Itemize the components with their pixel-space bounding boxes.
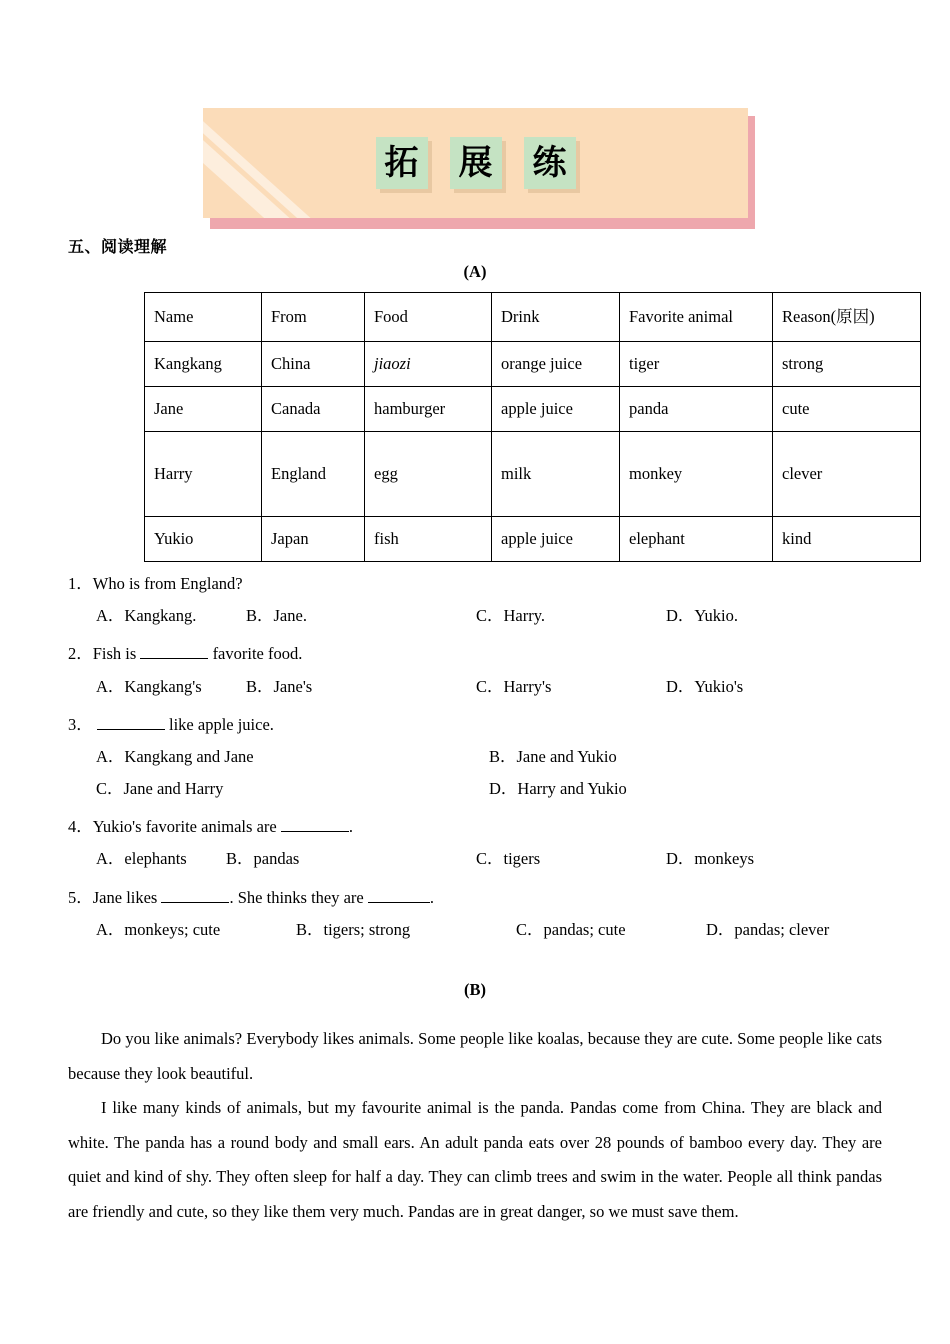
section-banner (203, 108, 748, 221)
question-text: Fish is (92, 644, 141, 664)
option-group (68, 671, 882, 703)
table-row (145, 517, 921, 562)
question-text: Who is from England? (92, 574, 243, 593)
option-group (68, 741, 882, 805)
answer-blank[interactable] (161, 902, 229, 903)
table-cell: fish (365, 517, 492, 562)
option-c[interactable]: C．Harry's (476, 676, 552, 696)
table-cell: monkey (620, 432, 773, 517)
table-cell: Jane (145, 387, 262, 432)
table-cell: milk (492, 432, 620, 517)
table-cell: tiger (620, 342, 773, 387)
question-stem (68, 568, 882, 600)
table-cell: apple juice (492, 387, 620, 432)
banner-character-row (203, 108, 748, 218)
table-cell: Canada (262, 387, 365, 432)
table-header-cell: Food (365, 293, 492, 342)
question-stem (68, 709, 882, 741)
option-c[interactable]: C．tigers (476, 849, 541, 869)
option-b[interactable]: B．Jane's (246, 676, 313, 696)
question-list (68, 568, 882, 946)
char-box-label: 拓 (376, 137, 428, 189)
question-stem (68, 811, 882, 843)
option-b[interactable]: B．tigers; strong (296, 919, 411, 939)
question-number: 1． (68, 574, 93, 593)
question-number: 2． (68, 644, 93, 664)
option-a[interactable]: A．elephants (96, 849, 187, 869)
option-b[interactable]: B．Jane. (246, 606, 307, 626)
passage-paragraph: I like many kinds of animals, but my favourite animal is the panda. Pandas come from China. They are black and white. The panda has a round body and small ears. An adult panda eats over 28 pounds of bamboo every day. They are quiet and kind of shy. They often sleep for half a day. They can climb trees and swim in the water. People all think pandas are friendly and cute, so they like them very much. Pandas are in great danger, so we must save them. (68, 1098, 882, 1222)
table-row (145, 387, 921, 432)
option-b[interactable]: B．Jane and Yukio (489, 746, 617, 766)
table-cell: elephant (620, 517, 773, 562)
question-text-after: favorite food. (208, 644, 303, 664)
table-cell: England (262, 432, 365, 517)
answer-blank[interactable] (140, 658, 208, 659)
question-text-after: . She thinks they are (229, 887, 368, 907)
option-c[interactable]: C．pandas; cute (516, 919, 626, 939)
char-box-label: 展 (450, 137, 502, 189)
option-group (68, 600, 882, 632)
question-number: 4． (68, 817, 93, 837)
table-cell: Kangkang (145, 342, 262, 387)
table-header-cell: Name (145, 293, 262, 342)
document-content (68, 262, 882, 1230)
question-item (68, 882, 882, 946)
option-a[interactable]: A．monkeys; cute (96, 919, 221, 939)
option-d[interactable]: D．Yukio. (666, 606, 738, 626)
table-cell: hamburger (365, 387, 492, 432)
option-c[interactable]: C．Harry. (476, 606, 546, 626)
option-d[interactable]: D．pandas; clever (706, 919, 830, 939)
table-cell: Japan (262, 517, 365, 562)
option-b[interactable]: B．pandas (226, 849, 300, 869)
section-heading: 五、阅读理解 (68, 237, 168, 256)
option-group (68, 843, 882, 875)
question-stem (68, 882, 882, 914)
option-d[interactable]: D．Harry and Yukio (489, 779, 627, 799)
table-cell: egg (365, 432, 492, 517)
banner-character-2 (450, 137, 502, 189)
answer-blank[interactable] (97, 729, 165, 730)
table-cell: kind (773, 517, 921, 562)
banner-character-3 (524, 137, 576, 189)
table-cell: strong (773, 342, 921, 387)
question-text: Jane likes (92, 887, 162, 907)
table-header-row (145, 293, 921, 342)
table-cell: orange juice (492, 342, 620, 387)
part-a-label: (A) (463, 262, 487, 281)
question-item (68, 709, 882, 806)
table-cell: panda (620, 387, 773, 432)
question-number: 3． (68, 714, 93, 734)
char-box-label: 练 (524, 137, 576, 189)
passage-paragraph: Do you like animals? Everybody likes animals. Some people like koalas, because they are cute. Some people like cats because they look beautiful. (68, 1028, 882, 1083)
table-header-cell: Reason(原因) (773, 293, 921, 342)
question-text-tail: . (429, 887, 434, 907)
question-stem (68, 638, 882, 670)
table-cell: China (262, 342, 365, 387)
table-header-cell: Favorite animal (620, 293, 773, 342)
option-group (68, 914, 882, 946)
banner-character-1 (376, 137, 428, 189)
table-cell: cute (773, 387, 921, 432)
table-row (145, 432, 921, 517)
option-a[interactable]: A．Kangkang and Jane (96, 746, 254, 766)
option-c[interactable]: C．Jane and Harry (96, 779, 224, 799)
question-text (93, 715, 97, 734)
question-text-after: like apple juice. (164, 714, 274, 734)
table-cell: apple juice (492, 517, 620, 562)
table-row (145, 342, 921, 387)
table-header-cell: Drink (492, 293, 620, 342)
question-text: Yukio's favorite animals are (92, 817, 281, 837)
question-item (68, 568, 882, 632)
part-b-label: (B) (464, 979, 486, 999)
table-cell: Yukio (145, 517, 262, 562)
table-cell: clever (773, 432, 921, 517)
option-d[interactable]: D．monkeys (666, 849, 754, 869)
table-cell: Harry (145, 432, 262, 517)
question-number: 5． (68, 887, 93, 907)
answer-blank[interactable] (368, 902, 430, 903)
option-a[interactable]: A．Kangkang. (96, 606, 197, 626)
question-text-after: . (348, 817, 353, 837)
table-cell: jiaozi (365, 342, 492, 387)
option-a[interactable]: A．Kangkang's (96, 676, 202, 696)
question-item (68, 811, 882, 875)
table-header-cell: From (262, 293, 365, 342)
option-d[interactable]: D．Yukio's (666, 676, 744, 696)
reading-passage (68, 1022, 882, 1230)
question-item (68, 638, 882, 702)
answer-blank[interactable] (281, 831, 349, 832)
student-preferences-table (144, 292, 921, 562)
